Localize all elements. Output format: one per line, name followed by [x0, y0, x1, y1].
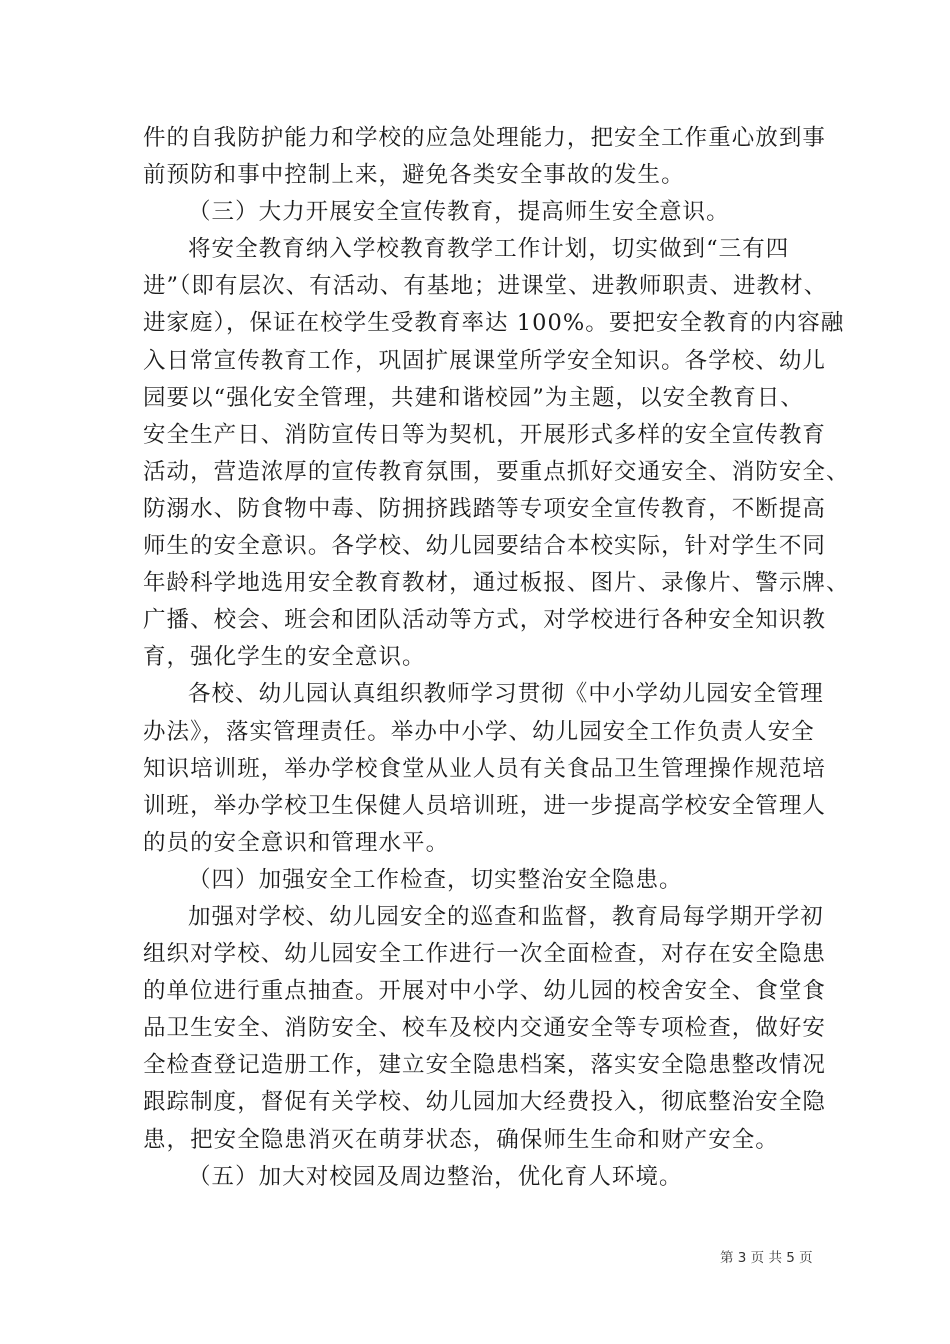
text-line: 训班，举办学校卫生保健人员培训班，进一步提高学校安全管理人: [143, 792, 826, 819]
text-line: 跟踪制度，督促有关学校、幼儿园加大经费投入，彻底整治安全隐: [143, 1089, 826, 1116]
text-line: 前预防和事中控制上来，避免各类安全事故的发生。: [143, 162, 685, 189]
text-line: 安全生产日、消防宣传日等为契机，开展形式多样的安全宣传教育: [143, 421, 826, 448]
text-line: 办法》，落实管理责任。举办中小学、幼儿园安全工作负责人安全: [143, 718, 815, 745]
text-line: 品卫生安全、消防安全、校车及校内交通安全等专项检查，做好安: [143, 1015, 826, 1042]
text-line: 患，把安全隐患消灭在萌芽状态，确保师生生命和财产安全。: [143, 1126, 779, 1153]
section-heading-5: （五）加大对校园及周边整治，优化育人环境。: [188, 1163, 683, 1190]
text-line: 园要以“强化安全管理，共建和谐校园”为主题，以安全教育日、: [143, 384, 804, 411]
text-line: 进”（即有层次、有活动、有基地；进课堂、进教师职责、进教材、: [143, 273, 828, 300]
text-line: 进家庭），保证在校学生受教育率达 100%。要把安全教育的内容融: [143, 310, 845, 337]
text-line: 育，强化学生的安全意识。: [143, 644, 426, 671]
text-line: 师生的安全意识。各学校、幼儿园要结合本校实际，针对学生不同: [143, 533, 826, 560]
paragraph-start: 加强对学校、幼儿园安全的巡查和监督，教育局每学期开学初: [188, 903, 824, 930]
text-line: 知识培训班，举办学校食堂从业人员有关食品卫生管理操作规范培: [143, 755, 826, 782]
text-line: 的员的安全意识和管理水平。: [143, 829, 450, 856]
document-body: [143, 120, 850, 1196]
paragraph-start: 将安全教育纳入学校教育教学工作计划，切实做到“三有四: [188, 236, 790, 263]
text-line: 防溺水、防食物中毒、防拥挤践踏等专项安全宣传教育，不断提高: [143, 495, 826, 522]
section-heading-4: （四）加强安全工作检查，切实整治安全隐患。: [188, 866, 683, 893]
section-heading-3: （三）大力开展安全宣传教育，提高师生安全意识。: [188, 199, 730, 226]
text-line: 组织对学校、幼儿园安全工作进行一次全面检查，对存在安全隐患: [143, 941, 826, 968]
text-line: 入日常宣传教育工作，巩固扩展课堂所学安全知识。各学校、幼儿: [143, 347, 826, 374]
text-line: 件的自我防护能力和学校的应急处理能力，把安全工作重心放到事: [143, 125, 826, 151]
text-line: 广播、校会、班会和团队活动等方式，对学校进行各种安全知识教: [143, 607, 826, 634]
paragraph-start: 各校、幼儿园认真组织教师学习贯彻《中小学幼儿园安全管理: [188, 681, 824, 708]
text-line: 全检查登记造册工作，建立安全隐患档案，落实安全隐患整改情况: [143, 1052, 826, 1079]
text-line: 年龄科学地选用安全教育教材，通过板报、图片、录像片、警示牌、: [143, 570, 850, 597]
text-line: 活动，营造浓厚的宣传教育氛围，要重点抓好交通安全、消防安全、: [143, 458, 850, 485]
page-number-footer: 第 3 页 共 5 页: [720, 1250, 813, 1266]
text-line: 的单位进行重点抽查。开展对中小学、幼儿园的校舍安全、食堂食: [143, 978, 826, 1005]
